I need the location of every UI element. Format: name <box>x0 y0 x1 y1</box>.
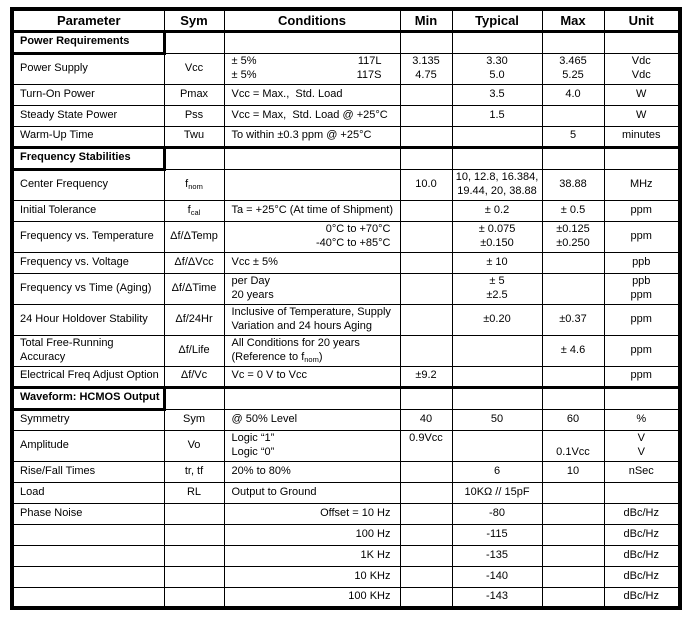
max-cell: 0.1Vcc <box>542 430 604 461</box>
max-cell <box>542 273 604 304</box>
conditions-cell: Vcc ± 5% <box>224 252 400 273</box>
sym-cell: Δf/Vc <box>164 366 224 387</box>
typical-cell: 10, 12.8, 16.384, 19.44, 20, 38.88 <box>452 169 542 200</box>
param-cell <box>12 566 164 587</box>
min-cell <box>400 273 452 304</box>
sym-cell <box>164 503 224 524</box>
table-row <box>12 461 680 482</box>
table-row <box>12 273 680 304</box>
max-cell: ± 0.5 <box>542 200 604 221</box>
unit-cell: Vdc Vdc <box>604 53 680 84</box>
max-cell <box>542 566 604 587</box>
sym-cell: $f_{nom}$ <box>164 169 224 200</box>
param-cell: 24 Hour Holdover Stability <box>12 304 164 335</box>
min-cell <box>400 304 452 335</box>
section-empty-cell <box>400 387 452 409</box>
unit-cell: dBc/Hz <box>604 545 680 566</box>
max-cell <box>542 524 604 545</box>
typical-cell: -135 <box>452 545 542 566</box>
min-cell <box>400 587 452 608</box>
spec-table-body <box>12 31 680 608</box>
section-empty-cell <box>542 387 604 409</box>
column-header-conditions: Conditions <box>224 9 400 31</box>
max-cell <box>542 503 604 524</box>
column-header-parameter: Parameter <box>12 9 164 31</box>
section-empty-cell <box>542 147 604 169</box>
conditions-cell: Output to Ground <box>224 482 400 503</box>
unit-cell: W <box>604 105 680 126</box>
max-cell: 5 <box>542 126 604 147</box>
min-cell <box>400 126 452 147</box>
table-row <box>12 587 680 608</box>
conditions-cell: All Conditions for 20 years (Reference to $f_{nom}$) <box>224 335 400 366</box>
min-cell <box>400 503 452 524</box>
sym-cell: Δf/ΔVcc <box>164 252 224 273</box>
column-header-unit: Unit <box>604 9 680 31</box>
param-cell: Frequency vs. Temperature <box>12 221 164 252</box>
sym-cell: Δf/ΔTemp <box>164 221 224 252</box>
column-header-sym: Sym <box>164 9 224 31</box>
conditions-cell: ± 5% 117L ± 5% 117S <box>224 53 400 84</box>
sym-cell: Pmax <box>164 84 224 105</box>
section-empty-cell <box>452 147 542 169</box>
table-row <box>12 430 680 461</box>
param-cell: Amplitude <box>12 430 164 461</box>
table-row <box>12 503 680 524</box>
spec-table <box>10 7 682 610</box>
section-empty-cell <box>224 387 400 409</box>
table-row <box>12 126 680 147</box>
param-cell: Center Frequency <box>12 169 164 200</box>
typical-cell: ±0.20 <box>452 304 542 335</box>
section-empty-cell <box>164 387 224 409</box>
param-cell: Frequency vs. Voltage <box>12 252 164 273</box>
unit-cell: nSec <box>604 461 680 482</box>
conditions-cell: 1K Hz <box>224 545 400 566</box>
sym-cell <box>164 545 224 566</box>
sym-cell: Pss <box>164 105 224 126</box>
conditions-cell: @ 50% Level <box>224 409 400 430</box>
conditions-cell: 100 KHz <box>224 587 400 608</box>
section-empty-cell <box>224 147 400 169</box>
table-row <box>12 221 680 252</box>
conditions-cell: To within ±0.3 ppm @ +25°C <box>224 126 400 147</box>
unit-cell: ppb <box>604 252 680 273</box>
spec-table-header <box>12 9 680 31</box>
header-row <box>12 9 680 31</box>
section-empty-cell <box>452 387 542 409</box>
section-empty-cell <box>400 31 452 53</box>
param-cell: Steady State Power <box>12 105 164 126</box>
unit-cell: ppm <box>604 221 680 252</box>
conditions-cell: 100 Hz <box>224 524 400 545</box>
unit-cell: % <box>604 409 680 430</box>
column-header-min: Min <box>400 9 452 31</box>
min-cell: 0.9Vcc <box>400 430 452 461</box>
section-empty-cell <box>224 31 400 53</box>
max-cell: ± 4.6 <box>542 335 604 366</box>
typical-cell: 50 <box>452 409 542 430</box>
min-cell <box>400 482 452 503</box>
typical-cell: -80 <box>452 503 542 524</box>
sym-cell: $f_{cal}$ <box>164 200 224 221</box>
unit-cell <box>604 482 680 503</box>
unit-cell: dBc/Hz <box>604 566 680 587</box>
min-cell <box>400 252 452 273</box>
max-cell: ±0.37 <box>542 304 604 335</box>
column-header-typical: Typical <box>452 9 542 31</box>
conditions-cell: Offset = 10 Hz <box>224 503 400 524</box>
sym-cell: Δf/24Hr <box>164 304 224 335</box>
max-cell: ±0.125 ±0.250 <box>542 221 604 252</box>
param-cell: Load <box>12 482 164 503</box>
max-cell <box>542 545 604 566</box>
section-empty-cell <box>400 147 452 169</box>
unit-cell: ppm <box>604 366 680 387</box>
table-row <box>12 105 680 126</box>
unit-cell: ppb ppm <box>604 273 680 304</box>
table-row <box>12 53 680 84</box>
sym-cell <box>164 524 224 545</box>
section-label: Frequency Stabilities <box>12 147 164 169</box>
conditions-cell <box>224 169 400 200</box>
typical-cell <box>452 430 542 461</box>
sym-cell: Sym <box>164 409 224 430</box>
conditions-cell: 0°C to +70°C -40°C to +85°C <box>224 221 400 252</box>
param-cell <box>12 587 164 608</box>
param-cell: Rise/Fall Times <box>12 461 164 482</box>
param-cell <box>12 545 164 566</box>
typical-cell: 10KΩ // 15pF <box>452 482 542 503</box>
typical-cell: -115 <box>452 524 542 545</box>
typical-cell <box>452 126 542 147</box>
section-empty-cell <box>164 147 224 169</box>
conditions-cell: Vcc = Max, Std. Load @ +25°C <box>224 105 400 126</box>
max-cell: 10 <box>542 461 604 482</box>
max-cell: 3.465 5.25 <box>542 53 604 84</box>
typical-cell: ± 0.2 <box>452 200 542 221</box>
sym-cell: Vcc <box>164 53 224 84</box>
typical-cell: -140 <box>452 566 542 587</box>
param-cell: Symmetry <box>12 409 164 430</box>
unit-cell: ppm <box>604 200 680 221</box>
table-row <box>12 304 680 335</box>
unit-cell: ppm <box>604 304 680 335</box>
conditions-cell: per Day 20 years <box>224 273 400 304</box>
typical-cell: ± 5 ±2.5 <box>452 273 542 304</box>
conditions-cell: 20% to 80% <box>224 461 400 482</box>
table-row <box>12 524 680 545</box>
typical-cell: 1.5 <box>452 105 542 126</box>
typical-cell: -143 <box>452 587 542 608</box>
section-label: Power Requirements <box>12 31 164 53</box>
unit-cell: dBc/Hz <box>604 524 680 545</box>
min-cell: 40 <box>400 409 452 430</box>
typical-cell: 3.5 <box>452 84 542 105</box>
min-cell <box>400 545 452 566</box>
max-cell <box>542 482 604 503</box>
conditions-cell: Logic “1” Logic “0” <box>224 430 400 461</box>
min-cell <box>400 200 452 221</box>
section-row <box>12 387 680 409</box>
unit-cell: minutes <box>604 126 680 147</box>
param-cell: Total Free-Running Accuracy <box>12 335 164 366</box>
conditions-cell: Ta = +25°C (At time of Shipment) <box>224 200 400 221</box>
table-row <box>12 545 680 566</box>
table-row <box>12 335 680 366</box>
section-row <box>12 147 680 169</box>
column-header-max: Max <box>542 9 604 31</box>
param-cell: Initial Tolerance <box>12 200 164 221</box>
param-cell <box>12 524 164 545</box>
sym-cell <box>164 566 224 587</box>
conditions-cell: 10 KHz <box>224 566 400 587</box>
conditions-cell: Inclusive of Temperature, Supply Variation and 24 hours Aging <box>224 304 400 335</box>
min-cell <box>400 105 452 126</box>
section-row <box>12 31 680 53</box>
sym-cell: Vo <box>164 430 224 461</box>
unit-cell: ppm <box>604 335 680 366</box>
unit-cell: dBc/Hz <box>604 587 680 608</box>
unit-cell: W <box>604 84 680 105</box>
section-empty-cell <box>452 31 542 53</box>
sym-cell: tr, tf <box>164 461 224 482</box>
typical-cell <box>452 366 542 387</box>
param-cell: Electrical Freq Adjust Option <box>12 366 164 387</box>
unit-cell: MHz <box>604 169 680 200</box>
unit-cell: V V <box>604 430 680 461</box>
typical-cell: 3.30 5.0 <box>452 53 542 84</box>
table-row <box>12 566 680 587</box>
section-empty-cell <box>164 31 224 53</box>
sym-cell: Twu <box>164 126 224 147</box>
min-cell <box>400 84 452 105</box>
min-cell <box>400 524 452 545</box>
max-cell: 38.88 <box>542 169 604 200</box>
conditions-cell: Vcc = Max., Std. Load <box>224 84 400 105</box>
param-cell: Power Supply <box>12 53 164 84</box>
min-cell: 3.135 4.75 <box>400 53 452 84</box>
param-cell: Frequency vs Time (Aging) <box>12 273 164 304</box>
max-cell: 4.0 <box>542 84 604 105</box>
table-row <box>12 84 680 105</box>
typical-cell: 6 <box>452 461 542 482</box>
section-empty-cell <box>542 31 604 53</box>
table-row <box>12 482 680 503</box>
min-cell <box>400 566 452 587</box>
param-cell: Phase Noise <box>12 503 164 524</box>
table-row <box>12 169 680 200</box>
sym-cell <box>164 587 224 608</box>
typical-cell: ± 0.075 ±0.150 <box>452 221 542 252</box>
min-cell <box>400 461 452 482</box>
param-cell: Warm-Up Time <box>12 126 164 147</box>
table-row <box>12 409 680 430</box>
typical-cell <box>452 335 542 366</box>
section-label: Waveform: HCMOS Output <box>12 387 164 409</box>
max-cell <box>542 366 604 387</box>
min-cell <box>400 221 452 252</box>
param-cell: Turn-On Power <box>12 84 164 105</box>
unit-cell: dBc/Hz <box>604 503 680 524</box>
table-row <box>12 200 680 221</box>
min-cell: ±9.2 <box>400 366 452 387</box>
max-cell: 60 <box>542 409 604 430</box>
sym-cell: Δf/Life <box>164 335 224 366</box>
section-empty-cell <box>604 147 680 169</box>
table-row <box>12 252 680 273</box>
min-cell <box>400 335 452 366</box>
section-empty-cell <box>604 387 680 409</box>
max-cell <box>542 105 604 126</box>
min-cell: 10.0 <box>400 169 452 200</box>
max-cell <box>542 587 604 608</box>
typical-cell: ± 10 <box>452 252 542 273</box>
conditions-cell: Vc = 0 V to Vcc <box>224 366 400 387</box>
max-cell <box>542 252 604 273</box>
section-empty-cell <box>604 31 680 53</box>
table-row <box>12 366 680 387</box>
sym-cell: Δf/ΔTime <box>164 273 224 304</box>
sym-cell: RL <box>164 482 224 503</box>
